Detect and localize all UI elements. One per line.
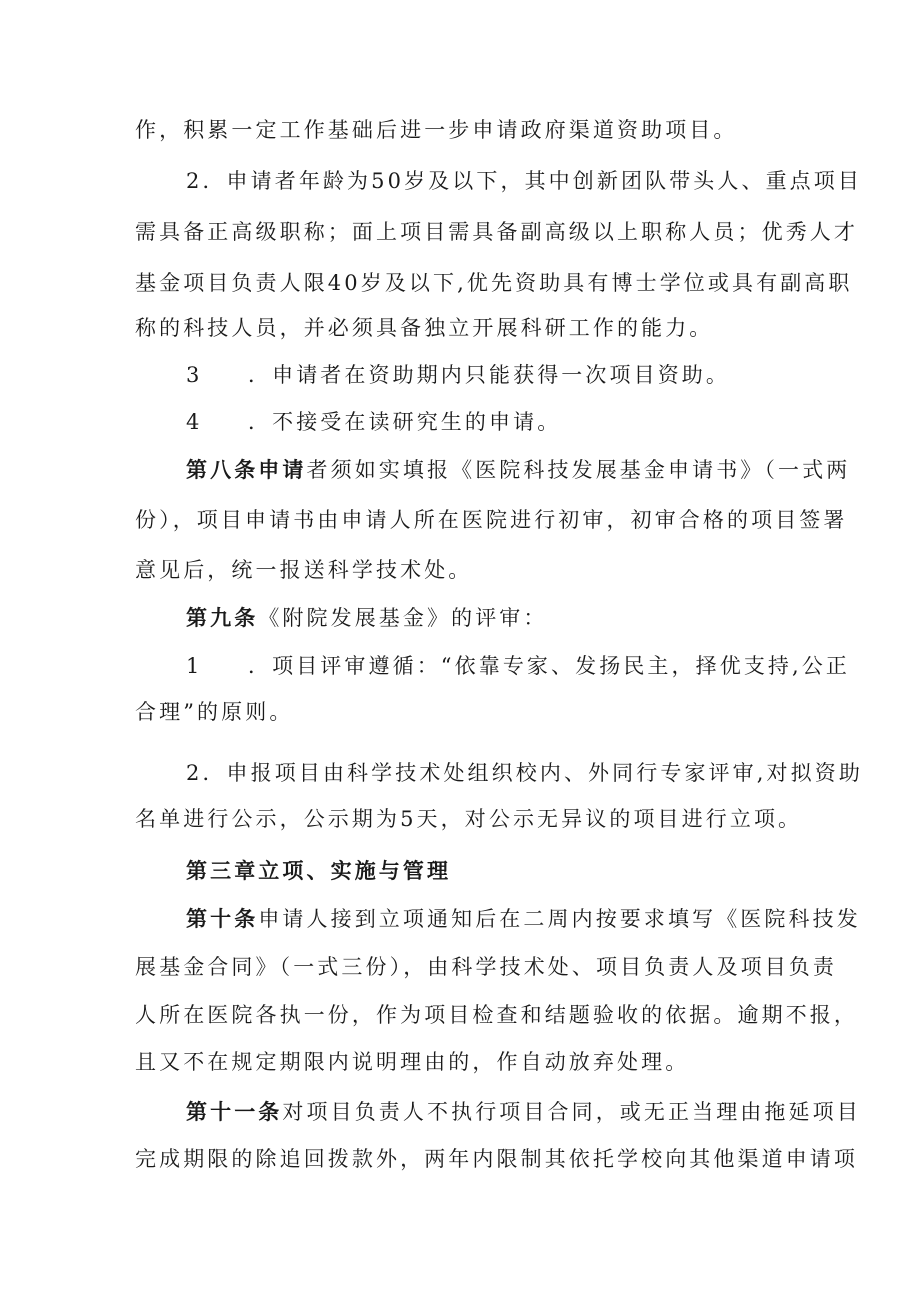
line-text: 者须如实填报《医院科技发展基金申请书》（一式两: [306, 458, 851, 482]
line-text: ．申请者在资助期内只能获得一次项目资助。: [248, 363, 730, 387]
line-text: 人所在医院各执一份，作为项目检查和结题验收的依据。逾期不报，: [135, 1003, 858, 1027]
paragraph-line: [135, 697, 293, 727]
line-text: 作，积累一定工作基础后进一步申请政府渠道资助项目。: [135, 118, 738, 142]
line-text: 《附院发展基金》的评审：: [258, 606, 548, 630]
item-number: 1: [186, 654, 203, 678]
article-heading: 第九条: [186, 605, 259, 630]
article-11-line: [186, 1097, 861, 1127]
article-heading: 第十条: [186, 906, 259, 931]
paragraph-line: [186, 166, 862, 196]
line-text: ．不接受在读研究生的申请。: [248, 410, 562, 434]
line-text: 且又不在规定期限内说明理由的，作自动放弃处理。: [135, 1050, 690, 1074]
article-9-line: [186, 603, 548, 633]
article-8-line: [186, 455, 850, 485]
line-text: 名单进行公示，公示期为5天，对公示无异议的项目进行立项。: [135, 807, 803, 831]
paragraph-line: [135, 115, 738, 145]
line-text: 合理”的原则。: [135, 700, 294, 724]
article-heading: 第八条申请: [186, 457, 307, 482]
line-text: 展基金合同》（一式三份），由科学技术处、项目负责人及项目负责: [135, 955, 837, 979]
line-text: 对项目负责人不执行项目合同，或无正当理由拖延项目: [282, 1100, 861, 1124]
line-text: 申请人接到立项通知后在二周内按要求填写《医院科技发: [258, 907, 861, 931]
line-text: 需具备正高级职称；面上项目需具备副高级以上职称人员；优秀人才: [135, 220, 858, 244]
paragraph-line: [135, 505, 848, 535]
paragraph-line: [135, 555, 472, 585]
paragraph-line: [135, 952, 837, 982]
paragraph-line: [135, 1000, 858, 1030]
line-text: 2．申报项目由科学技术处组织校内、外同行专家评审,对拟资助: [186, 761, 863, 785]
paragraph-line: [135, 217, 858, 247]
line-text: 份），项目申请书由申请人所在医院进行初审，初审合格的项目签署: [135, 508, 848, 532]
paragraph-line: [135, 1144, 858, 1174]
paragraph-line: [135, 313, 713, 343]
line-text: 称的科技人员，并必须具备独立开展科研工作的能力。: [135, 316, 714, 340]
paragraph-line: [135, 804, 802, 834]
line-text: ．项目评审遵循：“依靠专家、发扬民主，择优支持,公正: [248, 654, 851, 678]
line-text: 完成期限的除追回拨款外，两年内限制其依托学校向其他渠道申请项: [135, 1147, 858, 1171]
paragraph-line: [135, 1047, 689, 1077]
article-heading: 第十一条: [186, 1099, 283, 1124]
list-item-4: [186, 407, 561, 437]
item-number: 4: [186, 410, 203, 434]
chapter-heading: [186, 856, 451, 886]
paragraph-line: [186, 758, 863, 788]
line-text: 基金项目负责人限40岁及以下,优先资助具有博士学位或具有副高职: [135, 271, 853, 295]
chapter-title: 第三章立项、实施与管理: [186, 858, 452, 883]
list-item-1: [186, 651, 850, 681]
list-item-3: [186, 360, 730, 390]
paragraph-line: [135, 268, 853, 298]
article-10-line: [186, 904, 861, 934]
line-text: 意见后，统一报送科学技术处。: [135, 558, 473, 582]
line-text: 2．申请者年龄为50岁及以下，其中创新团队带头人、重点项目: [186, 169, 862, 193]
item-number: 3: [186, 363, 203, 387]
